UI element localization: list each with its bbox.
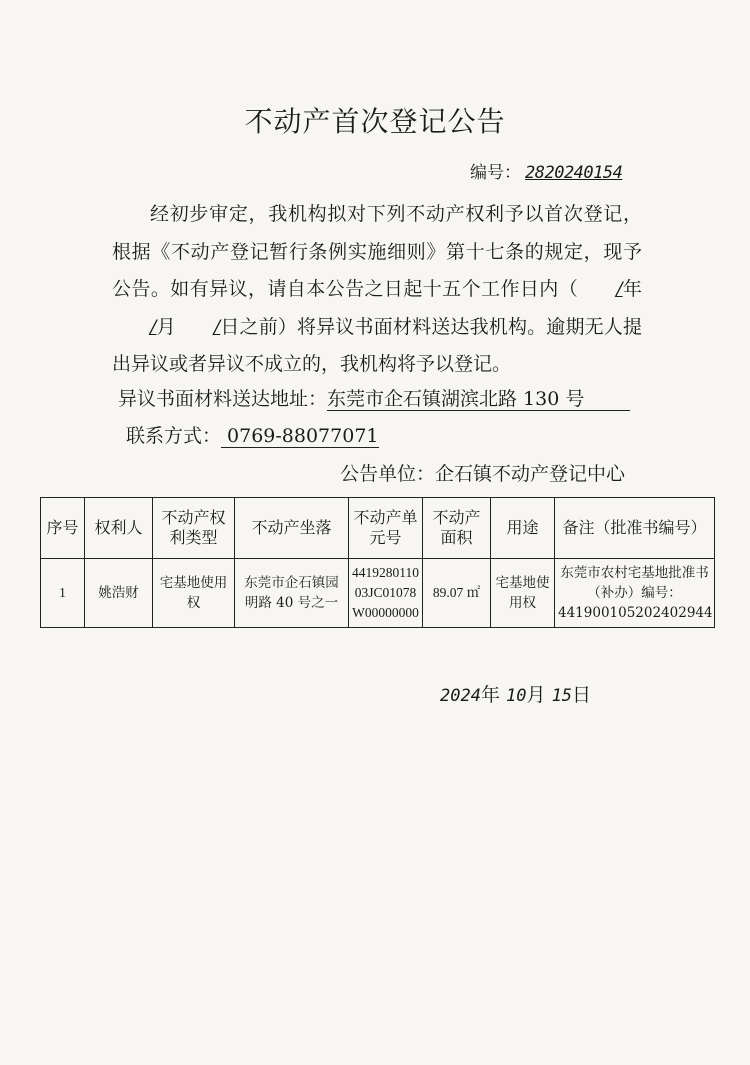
cell-area: 89.07 ㎡: [423, 559, 491, 628]
date-year: 2024: [440, 686, 481, 706]
date-month: 10: [506, 686, 527, 706]
contact-value: 0769-88077071: [221, 425, 378, 448]
header-cell: 不动产坐落: [235, 498, 349, 559]
date-year-label: 年: [480, 684, 500, 706]
header-cell: 不动产单元号: [349, 498, 423, 559]
table-header-row: [41, 498, 715, 559]
header-cell: 序号: [41, 498, 85, 559]
objection-address: [118, 384, 630, 411]
notice-paragraph: [112, 196, 642, 384]
cell-remark: 东莞市农村宅基地批准书（补办）编号：441900105202402944: [555, 559, 715, 628]
date-day: 15: [551, 686, 573, 706]
header-cell: 不动产权利类型: [153, 498, 235, 559]
cell-usage: 宅基地使用权: [491, 559, 555, 628]
header-cell: 权利人: [85, 498, 153, 559]
blank-month: /: [150, 315, 157, 338]
month-label: 月: [156, 315, 176, 338]
contact-label: 联系方式：: [126, 425, 222, 447]
paragraph-text-a: 经初步审定，我机构拟对下列不动产权利予以首次登记，根据《不动产登记暂行条例实施细则》第十七条的规定，现予公告。如有异议，请自本公告之日起十五个工作日内（: [112, 203, 642, 300]
paragraph-text-b: 日之前）将异议书面材料送达我机构。逾期无人提出异议或者异议不成立的，我机构将予以登记。: [112, 315, 642, 375]
address-label: 异议书面材料送达地址：: [118, 388, 328, 410]
serial-number: [470, 158, 622, 183]
cell-right-type: 宅基地使用权: [153, 559, 235, 628]
blank-day: /: [213, 315, 221, 338]
cell-index: 1: [41, 559, 85, 628]
contact-info: [126, 421, 379, 448]
registration-table: [40, 497, 715, 628]
page-title: 不动产首次登记公告: [244, 105, 506, 138]
date-day-label: 日: [572, 684, 592, 706]
cell-location: 东莞市企石镇园明路 40 号之一: [235, 559, 349, 628]
date-month-label: 月: [526, 684, 546, 706]
year-label: 年: [622, 278, 642, 300]
serial-value: 2820240154: [525, 163, 623, 183]
cell-owner: 姚浩财: [85, 559, 153, 628]
notice-date: [440, 680, 591, 707]
header-cell: 备注（批准书编号）: [555, 498, 715, 559]
address-value: 东莞市企石镇湖滨北路 130 号: [327, 388, 630, 411]
blank-year: /: [616, 278, 623, 300]
header-cell: 用途: [491, 498, 555, 559]
header-cell: 不动产面积: [423, 498, 491, 559]
notice-body: [112, 196, 642, 384]
table-row: [41, 559, 715, 628]
issuing-unit: 公告单位：企石镇不动产登记中心: [340, 463, 626, 485]
cell-unit-number: 441928011003JC01078W00000000: [349, 559, 423, 628]
serial-label: 编号：: [470, 163, 521, 183]
